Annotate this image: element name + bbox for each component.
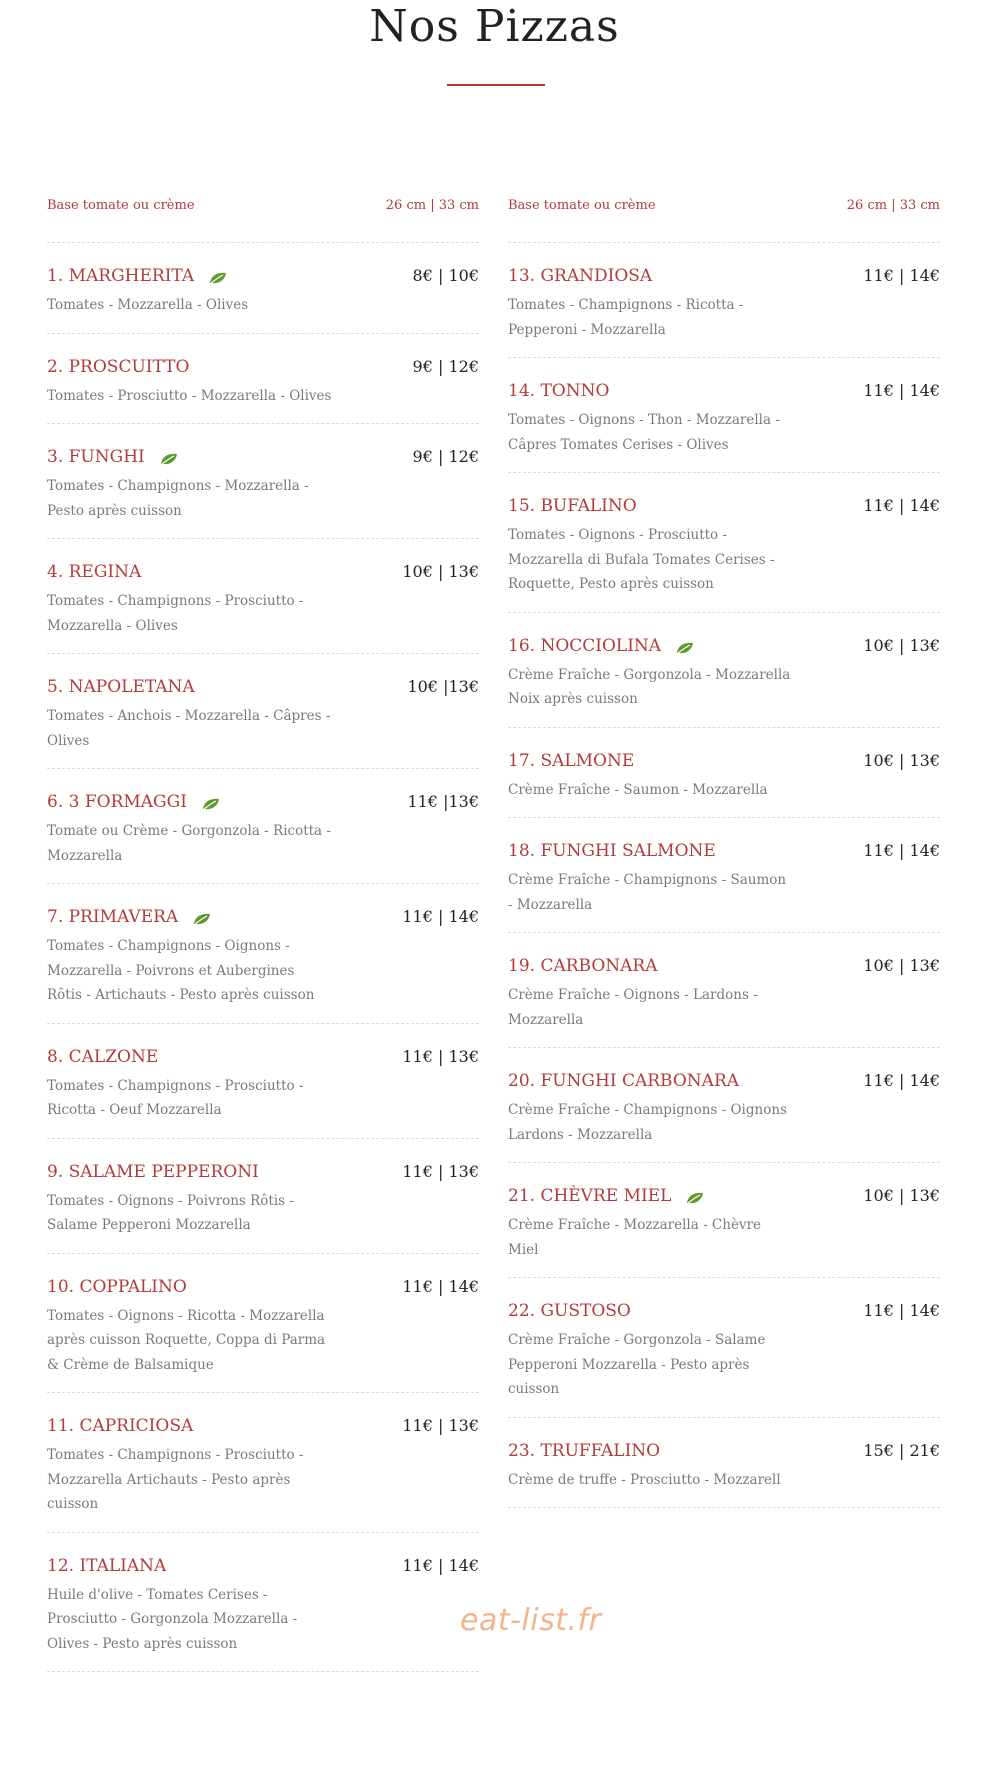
pizza-name-text: 18. FUNGHI SALMONE — [508, 841, 716, 861]
pizza-ingredients: Crème Fraîche - Champignons - Saumon - Mozzarella — [508, 872, 787, 913]
pizza-name-text: 12. ITALIANA — [47, 1555, 167, 1576]
pizza-ingredients: Crème Fraîche - Mozzarella - Chèvre Miel — [508, 1217, 762, 1258]
menu-item — [508, 613, 940, 728]
pizza-name — [47, 265, 228, 287]
menu-item-row — [47, 265, 479, 291]
pizza-ingredients: Tomates - Oignons - Ricotta - Mozzarella après cuisson Roquette, Coppa di Parma & Crème de Balsamique — [47, 1307, 326, 1373]
menu-item-row — [47, 791, 479, 817]
menu-item — [508, 358, 940, 473]
menu-item — [47, 1393, 479, 1533]
menu-item-row — [47, 1046, 479, 1072]
menu-item-row — [508, 955, 940, 981]
menu-item-row — [508, 1300, 940, 1326]
menu-item — [508, 473, 940, 613]
pizza-name-text: 8. CALZONE — [47, 1046, 159, 1067]
menu-item-row — [508, 1440, 940, 1466]
pizza-price: 10€ | 13€ — [863, 956, 940, 975]
base-label: Base tomate ou crème — [47, 198, 195, 213]
pizza-name — [508, 750, 634, 772]
pizza-name-text: 19. CARBONARA — [508, 956, 658, 976]
pizza-name-text: 5. NAPOLETANA — [47, 677, 195, 697]
pizza-name-text: 14. TONNO — [508, 381, 610, 401]
leaf-icon — [685, 1189, 705, 1203]
menu-item — [47, 1533, 479, 1673]
menu-item — [47, 539, 479, 654]
menu-item — [47, 1139, 479, 1254]
pizza-ingredients: Tomates - Mozzarella - Olives — [47, 297, 249, 313]
pizza-name-text: 10. COPPALINO — [47, 1276, 187, 1297]
menu-item-row — [508, 380, 940, 406]
menu-item — [47, 243, 479, 334]
pizza-ingredients: Tomate ou Crème - Gorgonzola - Ricotta - Mozzarella — [47, 823, 331, 864]
pizza-name — [47, 1276, 187, 1298]
base-label: Base tomate ou crème — [508, 198, 656, 213]
menu-column-left — [47, 190, 479, 1672]
menu-item — [508, 1163, 940, 1278]
pizza-name-text: 7. PRIMAVERA — [47, 907, 179, 927]
pizza-name — [508, 1300, 631, 1322]
pizza-name — [508, 380, 609, 402]
pizza-name-text: 13. GRANDIOSA — [508, 266, 653, 286]
pizza-price: 10€ | 13€ — [402, 562, 479, 581]
pizza-name — [508, 955, 658, 977]
pizza-ingredients: Tomates - Prosciutto - Mozzarella - Olives — [47, 387, 332, 404]
pizza-name — [508, 840, 716, 862]
menu-item-row — [47, 1555, 479, 1581]
size-label: 26 cm | 33 cm — [846, 198, 940, 213]
menu-item-row — [47, 676, 479, 702]
pizza-price: 11€ | 14€ — [863, 841, 940, 860]
pizza-price: 10€ |13€ — [407, 677, 479, 696]
column-header — [47, 190, 479, 243]
menu-item — [508, 243, 940, 358]
menu-item — [47, 654, 479, 769]
pizza-name-text: 1. MARGHERITA — [47, 266, 195, 286]
pizza-ingredients: Crème de truffe - Prosciutto - Mozzarell — [508, 1471, 781, 1488]
menu-item — [508, 933, 940, 1048]
pizza-name-text: 2. PROSCUITTO — [47, 356, 190, 377]
leaf-icon — [675, 639, 695, 653]
pizza-name-text: 21. CHÈVRE MIEL — [508, 1186, 672, 1206]
pizza-name-text: 6. 3 FORMAGGI — [47, 792, 187, 812]
pizza-name — [47, 446, 179, 468]
menu-item-row — [47, 906, 479, 932]
leaf-icon — [201, 795, 221, 809]
pizza-ingredients: Tomates - Oignons - Thon - Mozzarella - Câpres Tomates Cerises - Olives — [508, 412, 780, 453]
pizza-ingredients: Tomates - Champignons - Ricotta - Pepperoni - Mozzarella — [508, 297, 744, 338]
pizza-ingredients: Tomates - Champignons - Oignons - Mozzarella - Poivrons et Aubergines Rôtis - Artichauts - Pesto après cuisson — [47, 938, 315, 1003]
pizza-name — [47, 1555, 166, 1577]
pizza-name-text: 4. REGINA — [47, 562, 142, 582]
pizza-list-left — [47, 243, 479, 1672]
pizza-price: 11€ | 14€ — [863, 1071, 940, 1090]
menu-item-row — [47, 561, 479, 587]
pizza-name — [47, 1415, 193, 1437]
menu-item-row — [508, 840, 940, 866]
menu-item — [47, 769, 479, 884]
pizza-price: 11€ | 14€ — [402, 907, 479, 926]
menu-item-row — [47, 1276, 479, 1302]
pizza-price: 11€ | 13€ — [402, 1416, 479, 1435]
pizza-name — [508, 1185, 705, 1207]
pizza-ingredients: Tomates - Oignons - Poivrons Rôtis - Salame Pepperoni Mozzarella — [47, 1192, 294, 1233]
pizza-price: 11€ | 13€ — [402, 1161, 479, 1181]
pizza-name-text: 3. FUNGHI — [47, 447, 145, 467]
menu-column-right — [508, 190, 940, 1508]
leaf-icon — [208, 269, 228, 283]
page-title: Nos Pizzas — [369, 1, 620, 52]
pizza-ingredients: Tomates - Anchois - Mozzarella - Câpres - Olives — [47, 708, 331, 749]
pizza-ingredients: Crème Fraîche - Gorgonzola - Mozzarella Noix après cuisson — [508, 666, 791, 707]
menu-item — [508, 818, 940, 933]
pizza-name — [508, 495, 637, 517]
pizza-ingredients: Tomates - Champignons - Prosciutto - Ricotta - Oeuf Mozzarella — [47, 1077, 304, 1118]
pizza-ingredients: Tomates - Oignons - Prosciutto - Mozzarella di Bufala Tomates Cerises - Roquette, Pesto après cuisson — [508, 527, 775, 592]
leaf-icon — [192, 910, 212, 924]
title-underline — [447, 84, 545, 86]
pizza-price: 11€ | 14€ — [402, 1555, 479, 1575]
pizza-list-right — [508, 243, 940, 1508]
menu-item — [47, 424, 479, 539]
pizza-price: 15€ | 21€ — [863, 1440, 940, 1460]
pizza-name-text: 17. SALMONE — [508, 750, 635, 771]
pizza-name — [47, 561, 141, 583]
pizza-price: 10€ | 13€ — [863, 635, 940, 655]
menu-item — [47, 1254, 479, 1394]
pizza-ingredients: Huile d'olive - Tomates Cerises - Prosciutto - Gorgonzola Mozzarella - Olives - Pesto après cuisson — [47, 1586, 298, 1652]
menu-item — [47, 1024, 479, 1139]
pizza-price: 11€ | 13€ — [402, 1046, 479, 1066]
pizza-name-text: 16. NOCCIOLINA — [508, 635, 662, 656]
pizza-name — [508, 635, 695, 657]
menu-item-row — [47, 1161, 479, 1187]
menu-item-row — [508, 1185, 940, 1211]
pizza-ingredients: Tomates - Champignons - Prosciutto - Mozzarella - Olives — [47, 593, 304, 634]
pizza-name-text: 15. BUFALINO — [508, 496, 637, 516]
watermark: eat-list.fr — [460, 1603, 602, 1638]
pizza-name-text: 9. SALAME PEPPERONI — [47, 1161, 259, 1182]
pizza-name-text: 23. TRUFFALINO — [508, 1440, 661, 1461]
pizza-price: 8€ | 10€ — [412, 266, 479, 285]
pizza-name — [47, 676, 195, 698]
menu-item-row — [508, 265, 940, 291]
pizza-ingredients: Tomates - Champignons - Mozzarella - Pesto après cuisson — [47, 478, 309, 519]
menu-item-row — [508, 495, 940, 521]
pizza-name-text: 22. GUSTOSO — [508, 1301, 631, 1321]
pizza-price: 9€ | 12€ — [412, 356, 479, 376]
menu-item — [47, 884, 479, 1024]
pizza-name-text: 11. CAPRICIOSA — [47, 1416, 194, 1436]
pizza-name — [47, 1161, 259, 1183]
leaf-icon — [159, 450, 179, 464]
pizza-name — [47, 791, 221, 813]
menu-item-row — [508, 1070, 940, 1096]
pizza-price: 10€ | 13€ — [863, 1186, 940, 1205]
menu-item-row — [508, 635, 940, 661]
pizza-name — [508, 265, 652, 287]
pizza-price: 11€ | 14€ — [402, 1276, 479, 1296]
pizza-name-text: 20. FUNGHI CARBONARA — [508, 1071, 740, 1091]
pizza-name — [47, 906, 212, 928]
pizza-name — [508, 1440, 660, 1462]
size-label: 26 cm | 33 cm — [385, 198, 479, 213]
menu-item — [508, 1418, 940, 1509]
pizza-ingredients: Crème Fraîche - Saumon - Mozzarella — [508, 781, 768, 798]
menu-item — [508, 1278, 940, 1418]
column-header — [508, 190, 940, 243]
pizza-ingredients: Tomates - Champignons - Prosciutto - Mozzarella Artichauts - Pesto après cuisson — [47, 1447, 304, 1512]
pizza-price: 11€ |13€ — [407, 792, 479, 811]
pizza-price: 11€ | 14€ — [863, 1301, 940, 1320]
pizza-ingredients: Crème Fraîche - Champignons - Oignons Lardons - Mozzarella — [508, 1102, 787, 1143]
menu-item-row — [47, 446, 479, 472]
pizza-ingredients: Crème Fraîche - Gorgonzola - Salame Pepperoni Mozzarella - Pesto après cuisson — [508, 1332, 766, 1397]
pizza-price: 11€ | 14€ — [863, 381, 940, 400]
menu-item — [47, 334, 479, 425]
pizza-name — [47, 1046, 158, 1068]
pizza-price: 10€ | 13€ — [863, 750, 940, 770]
menu-item-row — [47, 1415, 479, 1441]
menu-item — [508, 1048, 940, 1163]
pizza-price: 9€ | 12€ — [412, 447, 479, 466]
pizza-ingredients: Crème Fraîche - Oignons - Lardons - Mozzarella — [508, 987, 758, 1028]
pizza-name — [508, 1070, 739, 1092]
menu-item-row — [47, 356, 479, 382]
pizza-price: 11€ | 14€ — [863, 496, 940, 515]
menu-item — [508, 728, 940, 819]
pizza-price: 11€ | 14€ — [863, 266, 940, 285]
menu-item-row — [508, 750, 940, 776]
pizza-name — [47, 356, 189, 378]
